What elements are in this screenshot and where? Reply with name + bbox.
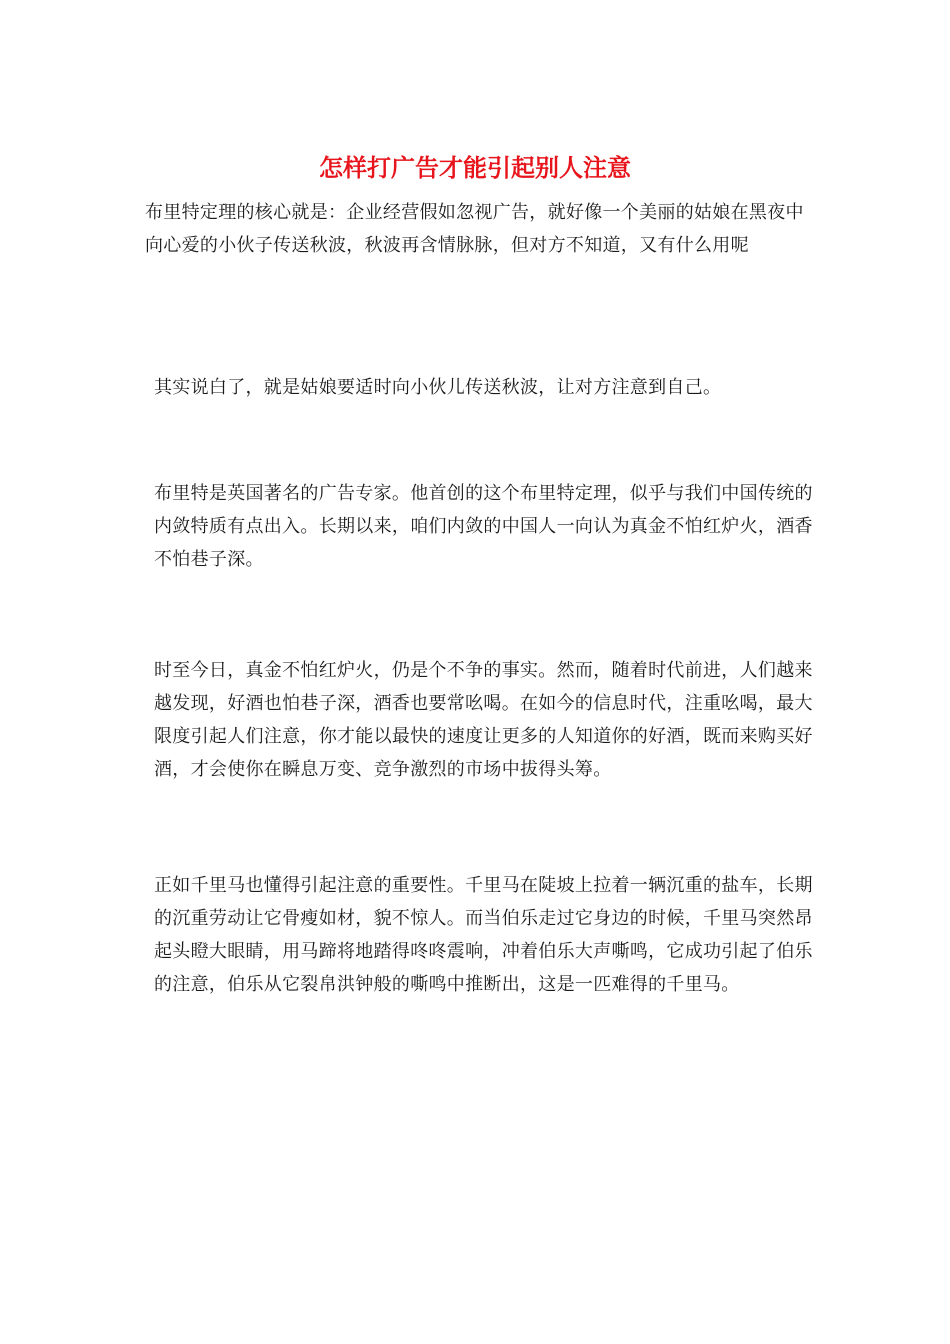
document-title: 怎样打广告才能引起别人注意: [319, 153, 631, 182]
paragraph-1: 布里特定理的核心就是：企业经营假如忽视广告，就好像一个美丽的姑娘在黑夜中向心爱的小伙子传送秋波，秋波再含情脉脉，但对方不知道，又有什么用呢: [145, 202, 804, 256]
paragraph-4: 时至今日，真金不怕红炉火，仍是个不争的事实。然而，随着时代前进，人们越来越发现，好酒也怕巷子深，酒香也要常吆喝。在如今的信息时代，注重吆喝，最大限度引起人们注意，你才能以最快的速度让更多的人知道你的好酒，既而来购买好酒，才会使你在瞬息万变、竞争激烈的市场中拔得头筹。: [154, 660, 813, 780]
paragraph-3: 布里特是英国著名的广告专家。他首创的这个布里特定理，似乎与我们中国传统的内敛特质有点出入。长期以来，咱们内敛的中国人一向认为真金不怕红炉火，酒香不怕巷子深。: [154, 483, 813, 570]
paragraph-2: 其实说白了，就是姑娘要适时向小伙儿传送秋波，让对方注意到自己。: [154, 377, 722, 398]
paragraph-5: 正如千里马也懂得引起注意的重要性。千里马在陡坡上拉着一辆沉重的盐车，长期的沉重劳动让它骨瘦如材，貌不惊人。而当伯乐走过它身边的时候，千里马突然昂起头瞪大眼睛，用马蹄将地踏得咚咚震响，冲着伯乐大声嘶鸣，它成功引起了伯乐的注意，伯乐从它裂帛洪钟般的嘶鸣中推断出，这是一匹难得的千里马。: [154, 875, 813, 995]
